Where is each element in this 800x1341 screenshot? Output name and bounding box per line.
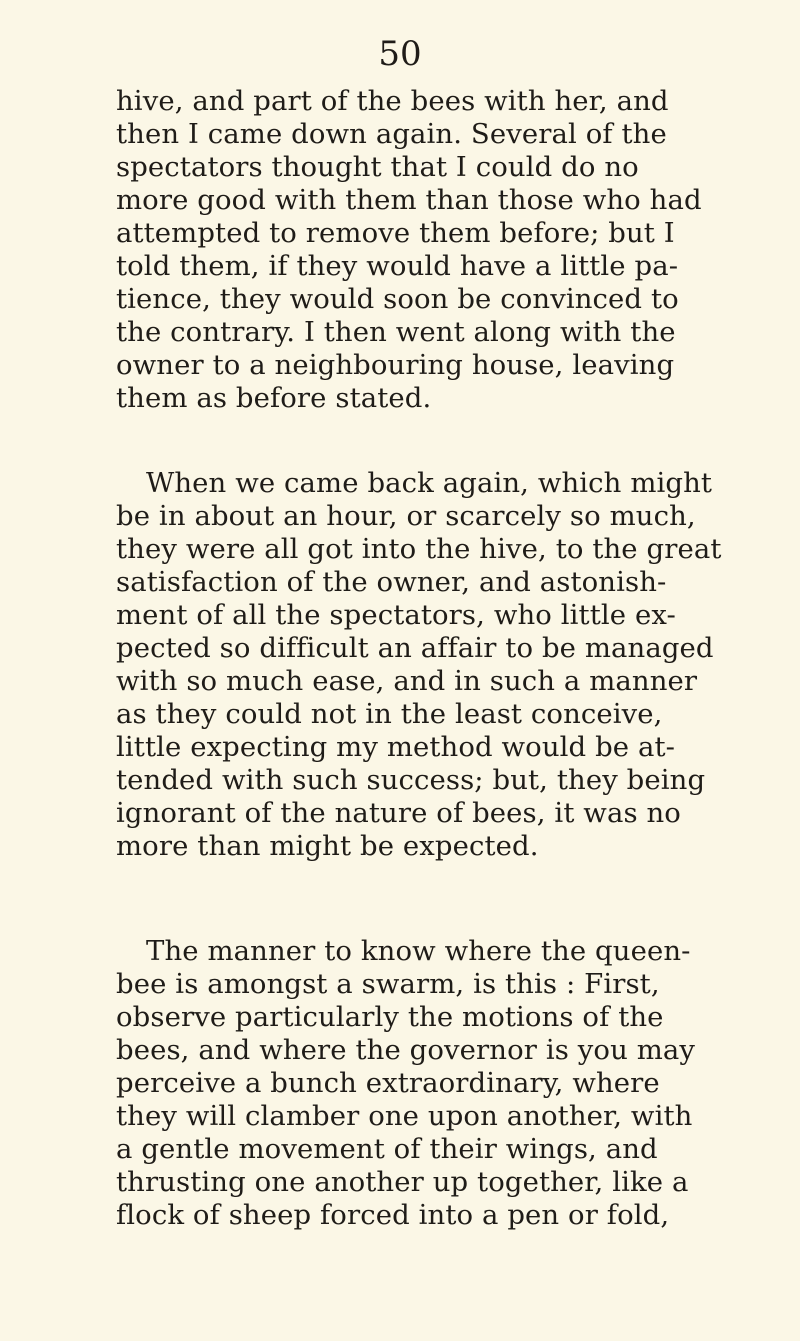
page-number: 50 xyxy=(378,34,422,74)
text-line: pected so difficult an affair to be managed xyxy=(116,632,714,664)
text-line: more good with them than those who had xyxy=(116,184,702,216)
text-line: When we came back again, which might xyxy=(146,467,713,499)
text-line: perceive a bunch extraordinary, where xyxy=(116,1067,660,1099)
text-line: tience, they would soon be convinced to xyxy=(116,283,679,315)
text-line: them as before stated. xyxy=(116,382,432,414)
paragraph-3 xyxy=(116,935,716,1232)
text-line: with so much ease, and in such a manner xyxy=(116,665,698,697)
text-line: observe particularly the motions of the xyxy=(116,1001,664,1033)
text-line: flock of sheep forced into a pen or fold, xyxy=(116,1199,670,1231)
text-line: owner to a neighbouring house, leaving xyxy=(116,349,675,381)
text-line: told them, if they would have a little pa- xyxy=(116,250,679,282)
text-line: little expecting my method would be at- xyxy=(116,731,676,763)
text-line: be in about an hour, or scarcely so much, xyxy=(116,500,696,532)
text-line: hive, and part of the bees with her, and xyxy=(116,85,669,117)
text-line: as they could not in the least conceive, xyxy=(116,698,663,730)
text-line: a gentle movement of their wings, and xyxy=(116,1133,658,1165)
text-line: The manner to know where the queen- xyxy=(146,935,691,967)
text-line: more than might be expected. xyxy=(116,830,539,862)
text-line: bee is amongst a swarm, is this : First, xyxy=(116,968,660,1000)
text-line: they were all got into the hive, to the great xyxy=(116,533,722,565)
text-line: thrusting one another up together, like a xyxy=(116,1166,689,1198)
text-line: ignorant of the nature of bees, it was no xyxy=(116,797,681,829)
text-line: ment of all the spectators, who little ex- xyxy=(116,599,676,631)
paragraph-1 xyxy=(116,85,716,415)
text-line: then I came down again. Several of the xyxy=(116,118,667,150)
text-line: bees, and where the governor is you may xyxy=(116,1034,696,1066)
text-line: tended with such success; but, they being xyxy=(116,764,706,796)
text-line: satisfaction of the owner, and astonish- xyxy=(116,566,667,598)
text-line: they will clamber one upon another, with xyxy=(116,1100,693,1132)
text-line: spectators thought that I could do no xyxy=(116,151,639,183)
paragraph-2 xyxy=(116,467,722,863)
text-line: attempted to remove them before; but I xyxy=(116,217,675,249)
text-line: the contrary. I then went along with the xyxy=(116,316,676,348)
